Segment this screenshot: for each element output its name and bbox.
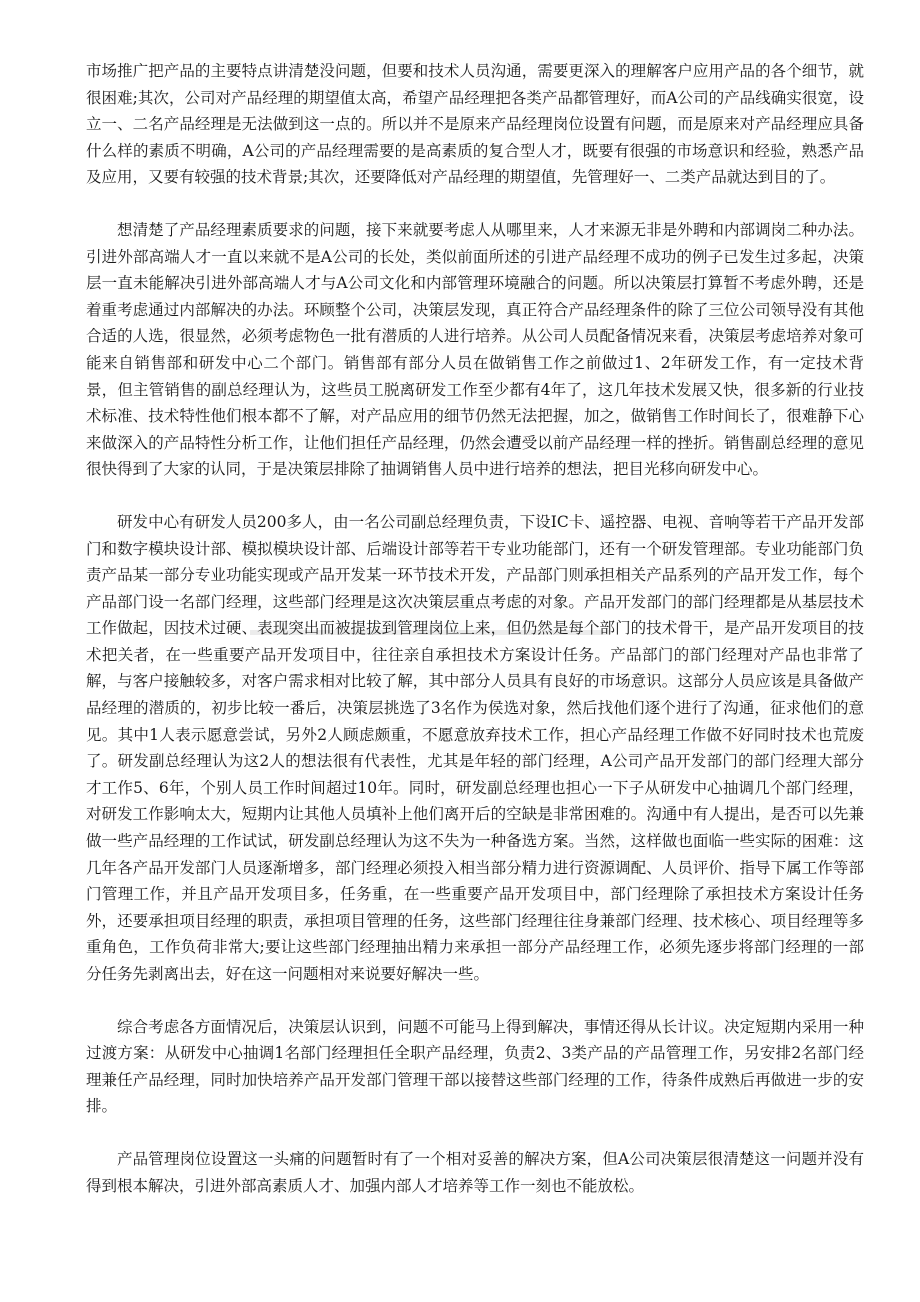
document-body bbox=[86, 58, 864, 1225]
paragraph-3: 研发中心有研发人员200多人，由一名公司副总经理负责，下设IC卡、遥控器、电视、音响等若干产品开发部门和数字模块设计部、模拟模块设计部、后端设计部等若干专业功能部门，还有一个研发管理部。专业功能部门负责产品某一部分专业功能实现或产品开发某一环节技术开发，产品部门则承担相关产品系列的产品开发工作，每个产品部门设一名部门经理，这些部门经理是这次决策层重点考虑的对象。产品开发部门的部门经理都是从基层技术工作做起，因技术过硬、表现突出而被提拔到管理岗位上来，但仍然是每个部门的技术骨干，是产品开发项目的技术把关者，在一些重要产品开发项目中，往往亲自承担技术方案设计任务。产品部门的部门经理对产品也非常了解，与客户接触较多，对客户需求相对比较了解，其中部分人员具有良好的市场意识。这部分人员应该是具备做产品经理的潜质的，初步比较一番后，决策层挑选了3名作为侯选对象，然后找他们逐个进行了沟通，征求他们的意见。其中1人表示愿意尝试，另外2人顾虑颇重，不愿意放弃技术工作，担心产品经理工作做不好同时技术也荒废了。研发副总经理认为这2人的想法很有代表性，尤其是年轻的部门经理，A公司产品开发部门的部门经理大部分才工作5、6年，个别人员工作时间超过10年。同时，研发副总经理也担心一下子从研发中心抽调几个部门经理，对研发工作影响太大，短期内让其他人员填补上他们离开后的空缺是非常困难的。沟通中有人提出，是否可以先兼做一些产品经理的工作试试，研发副总经理认为这不失为一种备选方案。当然，这样做也面临一些实际的困难：这几年各产品开发部门人员逐渐增多，部门经理必须投入相当部分精力进行资源调配、人员评价、指导下属工作等部门管理工作，并且产品开发项目多，任务重，在一些重要产品开发项目中，部门经理除了承担技术方案设计任务外，还要承担项目经理的职责，承担项目管理的任务，这些部门经理往往身兼部门经理、技术核心、项目经理等多重角色，工作负荷非常大;要让这些部门经理抽出精力来承担一部分产品经理工作，必须先逐步将部门经理的一部分任务先剥离出去，好在这一问题相对来说要好解决一些。 bbox=[86, 512, 864, 983]
paragraph-2: 想清楚了产品经理素质要求的问题，接下来就要考虑人从哪里来，人才来源无非是外聘和内部调岗二种办法。引进外部高端人才一直以来就不是A公司的长处，类似前面所述的引进产品经理不成功的例子已发生过多起，决策层一直未能解决引进外部高端人才与A公司文化和内部管理环境融合的问题。所以决策层打算暂不考虑外聘，还是着重考虑通过内部解决的办法。环顾整个公司，决策层发现，真正符合产品经理条件的除了三位公司领导没有其他合适的人选，很显然，必须考虑物色一批有潜质的人进行培养。从公司人员配备情况来看，决策层考虑培养对象可能来自销售部和研发中心二个部门。销售部有部分人员在做销售工作之前做过1、2年研发工作，有一定技术背景，但主管销售的副总经理认为，这些员工脱离研发工作至少都有4年了，这几年技术发展又快，很多新的行业技术标准、技术特性他们根本都不了解，对产品应用的细节仍然无法把握，加之，做销售工作时间长了，很难静下心来做深入的产品特性分析工作，让他们担任产品经理，仍然会遭受以前产品经理一样的挫折。销售副总经理的意见很快得到了大家的认同，于是决策层排除了抽调销售人员中进行培养的想法，把目光移向研发中心。 bbox=[86, 220, 864, 479]
paragraph-5: 产品管理岗位设置这一头痛的问题暂时有了一个相对妥善的解决方案，但A公司决策层很清楚这一问题并没有得到根本解决，引进外部高素质人才、加强内部人才培养等工作一刻也不能放松。 bbox=[86, 1149, 864, 1195]
paragraph-1: 市场推广把产品的主要特点讲清楚没问题，但要和技术人员沟通，需要更深入的理解客户应用产品的各个细节，就很困难;其次，公司对产品经理的期望值太高，希望产品经理把各类产品都管理好，而A公司的产品线确实很宽，设立一、二名产品经理是无法做到这一点的。所以并不是原来产品经理岗位设置有问题，而是原来对产品经理应具备什么样的素质不明确，A公司的产品经理需要的是高素质的复合型人才，既要有很强的市场意识和经验，熟悉产品及应用，又要有较强的技术背景;其次，还要降低对产品经理的期望值，先管理好一、二类产品就达到目的了。 bbox=[86, 62, 864, 187]
paragraph-4: 综合考虑各方面情况后，决策层认识到，问题不可能马上得到解决，事情还得从长计议。决定短期内采用一种过渡方案：从研发中心抽调1名部门经理担任全职产品经理，负责2、3类产品的产品管理工作，另安排2名部门经理兼任产品经理，同时加快培养产品开发部门管理干部以接替这些部门经理的工作，待条件成熟后再做进一步的安排。 bbox=[86, 1017, 864, 1116]
